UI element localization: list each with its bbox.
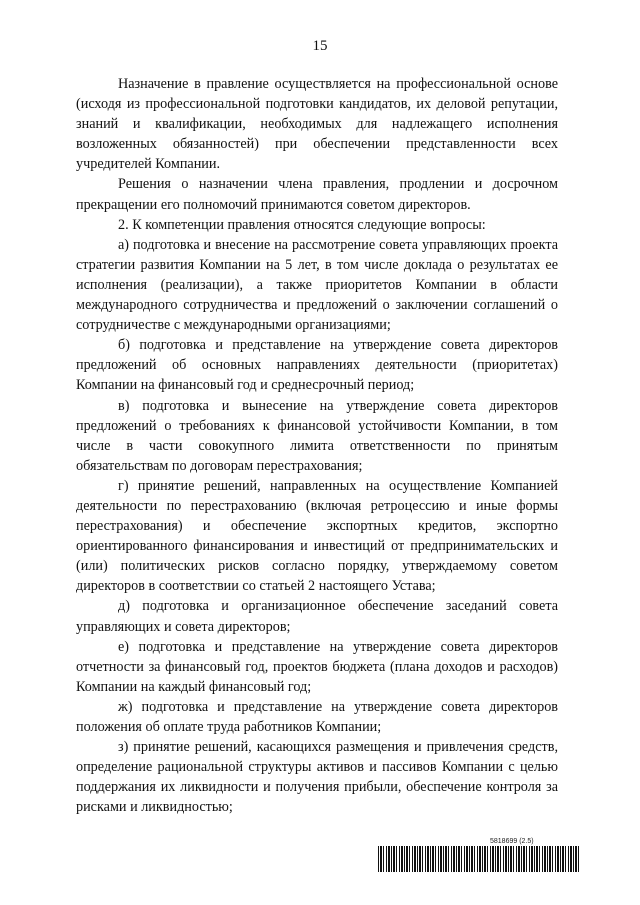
barcode-icon xyxy=(378,846,580,872)
list-item-e: е) подготовка и представление на утверждение совета директоров отчетности за финансовый год, проектов бюджета (плана доходов и расходов) Компании на каждый финансовый год; xyxy=(76,638,558,695)
list-item-a: а) подготовка и внесение на рассмотрение совета управляющих проекта стратегии развития Компании на 5 лет, в том числе доклада о результатах ее исполнения (реализации), а также приоритетов Компании в области международного сотрудничества и предложений о заключении соглашений о сотрудничестве с международными организациями; xyxy=(76,236,558,334)
document-code: 5818699 (2.5) xyxy=(490,838,534,845)
document-body xyxy=(76,74,558,817)
paragraph-decisions: Решения о назначении члена правления, продлении и досрочном прекращении его полномочий принимаются советом директоров. xyxy=(76,176,558,213)
page-number: 15 xyxy=(312,38,328,54)
list-item-g: г) принятие решений, направленных на осуществление Компанией деятельности по перестрахованию (включая ретроцессию и иные формы перестрахования) и обеспечение экспортных кредитов, экспортно ориентированного финансирования и инвестиций от предпринимательских и (или) политических рисков согласно порядку, утверждаемому советом директоров в соответствии со статьей 2 настоящего Устава; xyxy=(76,477,558,595)
list-item-z: з) принятие решений, касающихся размещения и привлечения средств, определение рациональной структуры активов и пассивов Компании с целью поддержания их ликвидности и получения прибыли, обеспечение контроля за рисками и ликвидностью; xyxy=(76,739,558,816)
list-item-zh: ж) подготовка и представление на утверждение совета директоров положения об оплате труда работников Компании; xyxy=(76,698,558,735)
list-item-d: д) подготовка и организационное обеспечение заседаний совета управляющих и совета директоров; xyxy=(76,598,558,635)
list-item-v: в) подготовка и вынесение на утверждение совета директоров предложений о требованиях к финансовой устойчивости Компании, в том числе в части совокупного лимита ответственности по принятым обязательствам по договорам перестрахования; xyxy=(76,397,558,474)
paragraph-competence-heading: 2. К компетенции правления относятся следующие вопросы: xyxy=(118,216,486,233)
list-item-b: б) подготовка и представление на утверждение совета директоров предложений об основных направлениях деятельности (приоритетах) Компании на финансовый год и среднесрочный период; xyxy=(76,337,558,394)
paragraph-appointment: Назначение в правление осуществляется на профессиональной основе (исходя из профессиональной подготовки кандидатов, их деловой репутации, знаний и квалификации, необходимых для надлежащего исполнения возложенных обязанностей) при обеспечении представленности всех учредителей Компании. xyxy=(76,76,558,173)
